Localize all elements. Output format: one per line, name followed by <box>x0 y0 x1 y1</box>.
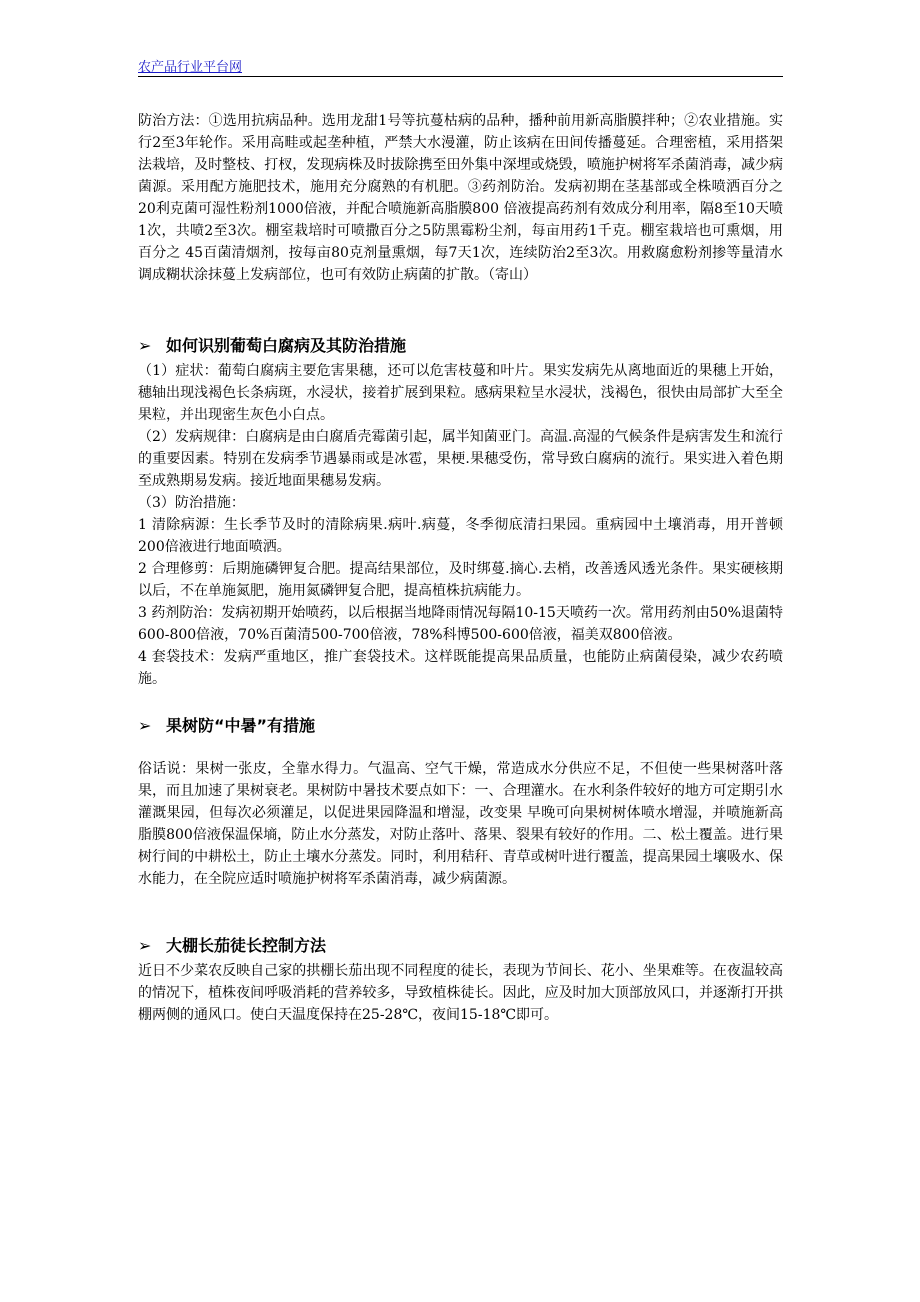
section-title: 如何识别葡萄白腐病及其防治措施 <box>166 336 407 355</box>
arrow-bullet-icon: ➢ <box>138 336 152 355</box>
arrow-bullet-icon: ➢ <box>138 936 152 955</box>
paragraph: 2 合理修剪：后期施磷钾复合肥。提高结果部位，及时绑蔓.摘心.去梢，改善透风透光条件。果实硬核期以后，不在单施氮肥，施用氮磷钾复合肥，提高植株抗病能力。 <box>138 561 783 599</box>
section-heading-eggplant <box>138 934 783 958</box>
intro-paragraph: 防治方法：①选用抗病品种。选用龙甜1号等抗蔓枯病的品种，播种前用新高脂膜拌种；②农业措施。实行2至3年轮作。采用高畦或起垄种植，严禁大水漫灌，防止该病在田间传播蔓延。合理密植，采用搭架法栽培，及时整枝、打杈，发现病株及时拔除携至田外集中深埋或烧毁，喷施护树将军杀菌消毒，减少病菌源。采用配方施肥技术，施用充分腐熟的有机肥。③药剂防治。发病初期在茎基部或全株喷洒百分之20利克菌可湿性粉剂1000倍液，并配合喷施新高脂膜800 倍液提高药剂有效成分利用率，隔8至10天喷1次，共喷2至3次。棚室栽培时可喷撒百分之5防黑霉粉尘剂，每亩用药1千克。棚室栽培也可熏烟，用百分之 45百菌清烟剂，按每亩80克剂量熏烟，每7天1次，连续防治2至3次。用救腐愈粉剂掺等量清水调成糊状涂抹蔓上发病部位，也可有效防止病菌的扩散。（寄山） <box>138 113 783 283</box>
section-heading-grape-rot <box>138 334 783 358</box>
section-heading-fruit-heatstroke <box>138 714 783 738</box>
site-link[interactable]: 农产品行业平台网 <box>138 60 243 75</box>
paragraph: （2）发病规律：白腐病是由白腐盾壳霉菌引起，属半知菌亚门。高温.高湿的气候条件是病害发生和流行的重要因素。特别在发病季节遇暴雨或是冰雹，果梗.果穗受伤，常导致白腐病的流行。果实进入着色期至成熟期易发病。接近地面果穗易发病。 <box>138 429 783 489</box>
arrow-bullet-icon: ➢ <box>138 716 152 735</box>
paragraph: 3 药剂防治：发病初期开始喷药，以后根据当地降雨情况每隔10-15天喷药一次。常用药剂由50%退菌特600-800倍液，70%百菌清500-700倍液，78%科博500-600倍液，福美双800倍液。 <box>138 605 783 643</box>
section-title: 果树防“中暑”有措施 <box>166 716 316 735</box>
paragraph: （3）防治措施： <box>138 495 245 511</box>
document-body <box>138 110 783 1026</box>
paragraph: 俗话说：果树一张皮，全靠水得力。气温高、空气干燥，常造成水分供应不足，不但使一些果树落叶落果，而且加速了果树衰老。果树防中暑技术要点如下：一、合理灌水。在水利条件较好的地方可定期引水灌溉果园，但每次必须灌足，以促进果园降温和增湿，改变果 早晚可向果树树体喷水增湿，并喷施新高脂膜800倍液保温保墒，防止水分蒸发，对防止落叶、落果、裂果有较好的作用。二、松土覆盖。进行果树行间的中耕松土，防止土壤水分蒸发。同时，利用秸秆、青草或树叶进行覆盖，提高果园土壤吸水、保水能力，在全院应适时喷施护树将军杀菌消毒，减少病菌源。 <box>138 761 783 887</box>
paragraph: 近日不少菜农反映自己家的拱棚长茄出现不同程度的徒长，表现为节间长、花小、坐果难等。在夜温较高的情况下，植株夜间呼吸消耗的营养较多，导致植株徒长。因此，应及时加大顶部放风口，并逐渐打开拱棚两侧的通风口。使白天温度保持在25-28℃，夜间15-18℃即可。 <box>138 963 783 1023</box>
section-title: 大棚长茄徒长控制方法 <box>166 936 327 955</box>
paragraph: （1）症状：葡萄白腐病主要危害果穗，还可以危害枝蔓和叶片。果实发病先从离地面近的果穗上开始，穗轴出现浅褐色长条病斑，水浸状，接着扩展到果粒。感病果粒呈水浸状，浅褐色，很快由局部扩大至全果粒，并出现密生灰色小白点。 <box>138 363 783 423</box>
paragraph: 4 套袋技术：发病严重地区，推广套袋技术。这样既能提高果品质量，也能防止病菌侵染，减少农药喷施。 <box>138 649 783 687</box>
paragraph: 1 清除病源：生长季节及时的清除病果.病叶.病蔓，冬季彻底清扫果园。重病园中土壤消毒，用开普顿200倍液进行地面喷洒。 <box>138 517 783 555</box>
page-header <box>138 56 783 77</box>
